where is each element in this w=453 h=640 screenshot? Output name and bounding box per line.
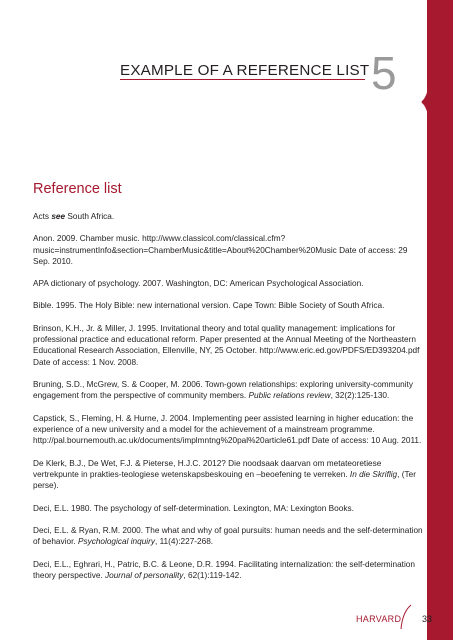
side-tab-notch bbox=[405, 84, 433, 120]
reference-emphasis: see bbox=[51, 212, 66, 221]
page-number: 33 bbox=[422, 614, 433, 624]
reference-entry bbox=[33, 525, 425, 548]
reference-entry bbox=[33, 503, 425, 514]
page-header-title: EXAMPLE OF A REFERENCE LIST bbox=[120, 62, 370, 79]
reference-entry bbox=[33, 413, 425, 447]
footer-slash-mark bbox=[399, 604, 413, 630]
reference-text: Acts bbox=[33, 212, 52, 221]
reference-emphasis: Journal of personality bbox=[105, 570, 184, 580]
reference-text: Bible. 1995. The Holy Bible: new international version. Cape Town: Bible Society of South Africa. bbox=[33, 301, 385, 311]
reference-text: Capstick, S., Fleming, H. & Hurne, J. 2004. Implementing peer assisted learning in higher education: the experience of a new university and a model for the achievement of a mainstream programme. http://pal.bournemouth.ac.uk/documents/implmntng%20pal%20article61.pdf Date of access: 10 Aug. 2011. bbox=[33, 413, 422, 446]
reference-text: Deci, E.L., Eghrari, H., Patric, B.C. & Leone, D.R. 1994. Facilitating internalization: the self-determination theory perspective. bbox=[33, 559, 415, 580]
header-rule bbox=[120, 79, 365, 80]
reference-text: Deci, E.L. 1980. The psychology of self-determination. Lexington, MA: Lexington Books. bbox=[33, 503, 354, 513]
reference-entry bbox=[33, 323, 425, 369]
reference-text: , 11(4):227-268. bbox=[155, 537, 214, 547]
reference-entry bbox=[33, 458, 425, 492]
reference-emphasis: Public relations review bbox=[248, 391, 331, 401]
chapter-number: 5 bbox=[371, 47, 397, 99]
reference-text: , 62(1):119-142. bbox=[183, 570, 242, 580]
reference-emphasis: Psychological inquiry bbox=[77, 537, 155, 547]
reference-text: De Klerk, B.J., De Wet, F.J. & Pieterse, H.J.C. 2012? Die noodsaak daarvan om metateoretiese vertrekpunte in prakties-teologiese wetenskapsbeskouing en –beoefening te verreken. bbox=[33, 458, 382, 480]
reference-entry bbox=[33, 300, 425, 311]
reference-entry bbox=[33, 278, 425, 289]
reference-text: Deci, E.L. & Ryan, R.M. 2000. The what and why of goal pursuits: human needs and the self-determination of behavior. bbox=[33, 525, 423, 547]
reference-entry bbox=[33, 233, 425, 267]
reference-entry bbox=[33, 559, 425, 582]
reference-text: Bruning, S.D., McGrew, S. & Cooper, M. 2006. Town-gown relationships: exploring university-community engagement from the perspective of community members. bbox=[33, 380, 413, 401]
reference-list bbox=[33, 211, 425, 592]
reference-text: APA dictionary of psychology. 2007. Washington, DC: American Psychological Association. bbox=[33, 279, 364, 289]
reference-text: Anon. 2009. Chamber music. http://www.classicol.com/classical.cfm?music=instrumentInfo&section=ChamberMusic&title=About%20Chamber%20Music Date of access: 29 Sep. 2010. bbox=[33, 234, 408, 267]
reference-entry bbox=[33, 211, 425, 222]
reference-text: South Africa. bbox=[65, 212, 115, 221]
reference-text: Brinson, K.H., Jr. & Miller, J. 1995. Invitational theory and total quality management: implications for professional practice and educational reform. Paper presented at the Annual Meeting of the Northeastern Educational Research Association, Ellenville, NY, 25 October. http://www.eric.ed.gov/PDFS/ED393204.pdf Date of access: 1 Nov. 2008. bbox=[33, 323, 420, 367]
reference-text: , 32(2):125-130. bbox=[330, 391, 390, 401]
reference-emphasis: In die Skriflig bbox=[349, 470, 398, 480]
reference-text: , (Ter perse). bbox=[33, 470, 416, 491]
footer-label: HARVARD bbox=[356, 614, 402, 624]
section-title: Reference list bbox=[33, 181, 122, 197]
reference-entry bbox=[33, 379, 425, 402]
